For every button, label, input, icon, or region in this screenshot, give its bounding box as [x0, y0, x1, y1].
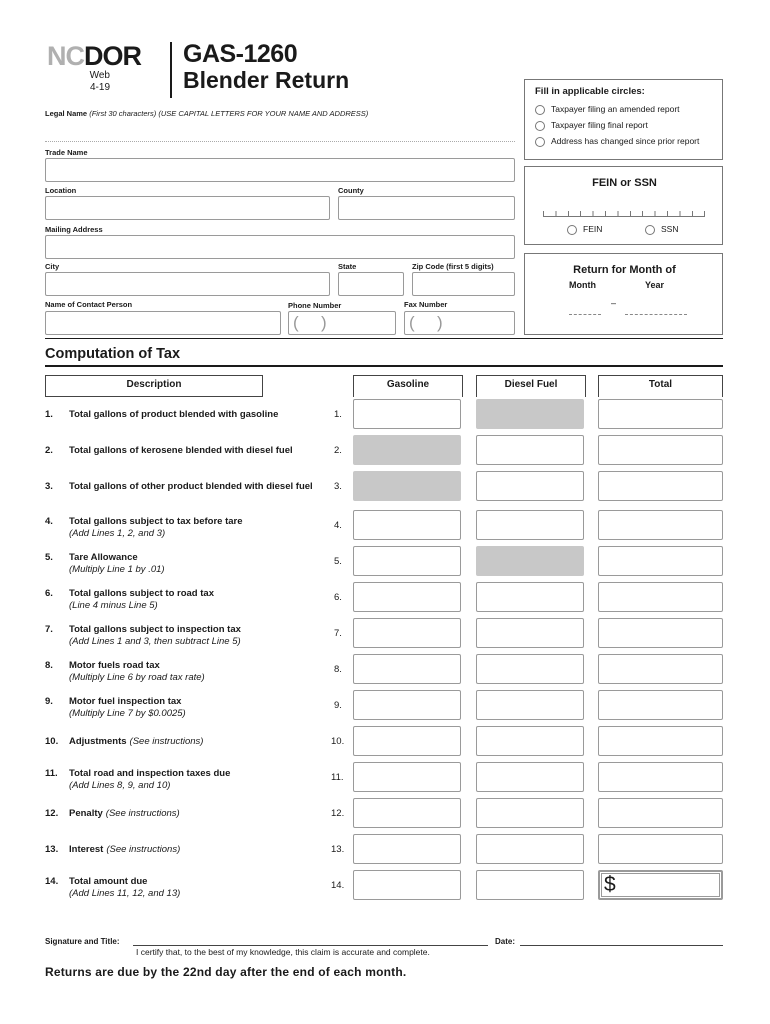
line-number: 3.: [334, 481, 342, 492]
row-number: 4.: [45, 516, 53, 527]
line-number: 9.: [334, 700, 342, 711]
line-number: 5.: [334, 556, 342, 567]
diesel-cell-line-11[interactable]: [476, 762, 584, 792]
phone-paren-open: (: [293, 313, 299, 332]
total-cell-line-13[interactable]: [598, 834, 723, 864]
header-divider: [170, 42, 172, 98]
row-text: Total gallons of product blended with gasoline: [69, 409, 279, 420]
city-field[interactable]: [45, 272, 330, 296]
due-date-note: Returns are due by the 22nd day after the end of each month.: [45, 965, 407, 979]
total-cell-line-9[interactable]: [598, 690, 723, 720]
diesel-cell-line-6[interactable]: [476, 582, 584, 612]
fax-label: Fax Number: [404, 300, 448, 309]
diesel-cell-line-5: [476, 546, 584, 576]
line-number: 7.: [334, 628, 342, 639]
line-number: 14.: [331, 880, 345, 891]
row-description: [69, 736, 203, 748]
computation-title: Computation of Tax: [45, 346, 181, 362]
gasoline-cell-line-9[interactable]: [353, 690, 461, 720]
contact-field[interactable]: [45, 311, 281, 335]
line-number: 6.: [334, 592, 342, 603]
gasoline-cell-line-6[interactable]: [353, 582, 461, 612]
fein-option[interactable]: FEIN: [567, 224, 602, 235]
year-label: Year: [645, 280, 665, 290]
diesel-cell-line-7[interactable]: [476, 618, 584, 648]
month-label: Month: [569, 280, 596, 290]
row-subnote: (Add Lines 11, 12, and 13): [69, 888, 181, 899]
total-cell-line-5[interactable]: [598, 546, 723, 576]
description-header: Description: [45, 375, 263, 397]
return-month-box: [524, 253, 723, 335]
legal-name-label: Legal Name (First 30 characters) (USE CAPITAL LETTERS FOR YOUR NAME AND ADDRESS): [45, 109, 369, 118]
circles-title: Fill in applicable circles:: [535, 86, 645, 97]
phone-label: Phone Number: [288, 301, 342, 310]
row-inline-note: (See instructions): [105, 808, 180, 819]
phone-field[interactable]: [288, 311, 396, 335]
row-subnote: (Add Lines 8, 9, and 10): [69, 780, 171, 791]
diesel-cell-line-9[interactable]: [476, 690, 584, 720]
row-description: [69, 552, 165, 576]
fax-paren-open: (: [409, 313, 415, 332]
fax-paren-close: ): [437, 313, 443, 332]
row-number: 10.: [45, 736, 59, 747]
address-changed-option[interactable]: Address has changed since prior report: [535, 136, 699, 147]
year-field[interactable]: [625, 309, 687, 315]
row-number: 8.: [45, 660, 53, 671]
total-cell-line-12[interactable]: [598, 798, 723, 828]
radio-circle[interactable]: [567, 225, 577, 235]
radio-circle[interactable]: [535, 121, 545, 131]
mailing-address-field[interactable]: [45, 235, 515, 259]
row-number: 5.: [45, 552, 53, 563]
location-field[interactable]: [45, 196, 330, 220]
total-cell-line-2[interactable]: [598, 435, 723, 465]
diesel-cell-line-8[interactable]: [476, 654, 584, 684]
gasoline-cell-line-8[interactable]: [353, 654, 461, 684]
row-text: Total road and inspection taxes due: [69, 768, 231, 779]
diesel-cell-line-3[interactable]: [476, 471, 584, 501]
line-number: 8.: [334, 664, 342, 675]
gasoline-cell-line-11[interactable]: [353, 762, 461, 792]
row-description: [69, 768, 230, 792]
row-inline-note: (See instructions): [129, 736, 204, 747]
signature-field[interactable]: [133, 945, 488, 946]
dollar-sign: $: [604, 873, 616, 896]
city-label: City: [45, 262, 60, 271]
contact-label: Name of Contact Person: [45, 300, 133, 309]
month-year-dash: –: [611, 298, 617, 308]
mailing-address-label: Mailing Address: [45, 225, 103, 234]
total-cell-line-10[interactable]: [598, 726, 723, 756]
row-number: 1.: [45, 409, 53, 420]
row-description: [69, 624, 241, 648]
total-cell-line-3[interactable]: [598, 471, 723, 501]
state-label: State: [338, 262, 357, 271]
certify-text: I certify that, to the best of my knowledge, this claim is accurate and complete.: [136, 947, 430, 957]
month-field[interactable]: [569, 309, 601, 315]
gasoline-cell-line-7[interactable]: [353, 618, 461, 648]
line-number: 2.: [334, 445, 342, 456]
row-text: Total gallons of other product blended with diesel fuel: [69, 481, 313, 492]
line-number: 4.: [334, 520, 342, 531]
row-text: Penalty: [69, 808, 103, 819]
gasoline-cell-line-12[interactable]: [353, 798, 461, 828]
row-description: [69, 516, 243, 540]
row-subnote: (Multiply Line 1 by .01): [69, 564, 165, 575]
row-number: 12.: [45, 808, 59, 819]
gasoline-cell-line-5[interactable]: [353, 546, 461, 576]
trade-name-field[interactable]: [45, 158, 515, 182]
trade-name-label: Trade Name: [45, 148, 88, 157]
total-cell-line-14[interactable]: [598, 870, 723, 900]
row-subnote: (Add Lines 1 and 3, then subtract Line 5): [69, 636, 241, 647]
row-number: 7.: [45, 624, 53, 635]
section-rule-top: [45, 338, 723, 339]
fax-field[interactable]: [404, 311, 515, 335]
gasoline-cell-line-4[interactable]: [353, 510, 461, 540]
gasoline-cell-line-10[interactable]: [353, 726, 461, 756]
gasoline-cell-line-13[interactable]: [353, 834, 461, 864]
row-description: [69, 660, 205, 684]
legal-name-field[interactable]: [45, 141, 515, 142]
row-number: 14.: [45, 876, 59, 887]
radio-circle[interactable]: [645, 225, 655, 235]
row-number: 13.: [45, 844, 59, 855]
row-subnote: (Add Lines 1, 2, and 3): [69, 528, 166, 539]
diesel-cell-line-10[interactable]: [476, 726, 584, 756]
row-text: Total amount due: [69, 876, 148, 887]
diesel-cell-line-4[interactable]: [476, 510, 584, 540]
date-field[interactable]: [520, 945, 723, 946]
row-text: Total gallons subject to inspection tax: [69, 624, 241, 635]
signature-label: Signature and Title:: [45, 937, 120, 946]
section-rule-bottom: [45, 365, 723, 367]
row-description: [69, 588, 214, 612]
row-description: [69, 696, 186, 720]
fein-entry-field[interactable]: [543, 211, 705, 217]
row-number: 2.: [45, 445, 53, 456]
row-description: [69, 808, 180, 820]
line-number: 10.: [331, 736, 345, 747]
row-text: Interest: [69, 844, 104, 855]
row-subnote: (Line 4 minus Line 5): [69, 600, 158, 611]
form-title: Blender Return: [183, 67, 350, 93]
radio-circle[interactable]: [535, 105, 545, 115]
row-subnote: (Multiply Line 7 by $0.0025): [69, 708, 186, 719]
row-number: 6.: [45, 588, 53, 599]
row-number: 3.: [45, 481, 53, 492]
county-label: County: [338, 186, 364, 195]
gasoline-header: Gasoline: [353, 375, 463, 397]
zip-field[interactable]: [412, 272, 515, 296]
diesel-cell-line-13[interactable]: [476, 834, 584, 864]
total-cell-line-11[interactable]: [598, 762, 723, 792]
row-text: Tare Allowance: [69, 552, 138, 563]
row-text: Motor fuels road tax: [69, 660, 160, 671]
row-number: 11.: [45, 768, 58, 779]
diesel-cell-line-12[interactable]: [476, 798, 584, 828]
state-field[interactable]: [338, 272, 404, 296]
final-report-option[interactable]: Taxpayer filing final report: [535, 120, 648, 131]
row-text: Total gallons of kerosene blended with diesel fuel: [69, 445, 293, 456]
ncdor-logo: NCDOR: [47, 41, 141, 71]
gasoline-cell-line-2: [353, 435, 461, 465]
form-version: Web 4-19: [89, 70, 110, 93]
diesel-cell-line-1: [476, 399, 584, 429]
row-text: Total gallons subject to tax before tare: [69, 516, 243, 527]
location-label: Location: [45, 186, 77, 195]
radio-circle[interactable]: [535, 137, 545, 147]
applicable-circles-box: [524, 79, 723, 160]
amended-report-option[interactable]: Taxpayer filing an amended report: [535, 104, 680, 115]
gasoline-cell-line-3: [353, 471, 461, 501]
line-number: 13.: [331, 844, 345, 855]
phone-paren-close: ): [321, 313, 327, 332]
date-label: Date:: [495, 937, 516, 946]
row-number: 9.: [45, 696, 53, 707]
line-number: 12.: [331, 808, 345, 819]
month-title: Return for Month of: [573, 264, 676, 276]
diesel-cell-line-14[interactable]: [476, 870, 584, 900]
total-cell-line-7[interactable]: [598, 618, 723, 648]
gasoline-cell-line-1[interactable]: [353, 399, 461, 429]
county-field[interactable]: [338, 196, 515, 220]
row-description: [69, 481, 313, 493]
total-cell-line-6[interactable]: [598, 582, 723, 612]
total-cell-line-8[interactable]: [598, 654, 723, 684]
line-number: 1.: [334, 409, 342, 420]
zip-label: Zip Code (first 5 digits): [412, 262, 494, 271]
form-number: GAS-1260: [183, 40, 298, 68]
row-text: Total gallons subject to road tax: [69, 588, 214, 599]
fein-ssn-box: [524, 166, 723, 245]
row-description: [69, 876, 180, 900]
total-cell-line-4[interactable]: [598, 510, 723, 540]
total-cell-line-1[interactable]: [598, 399, 723, 429]
line-number: 11.: [331, 772, 344, 783]
fein-title: FEIN or SSN: [592, 177, 657, 189]
row-text: Adjustments: [69, 736, 127, 747]
row-description: [69, 445, 293, 457]
row-text: Motor fuel inspection tax: [69, 696, 182, 707]
row-description: [69, 844, 180, 856]
diesel-header: Diesel Fuel: [476, 375, 586, 397]
row-inline-note: (See instructions): [106, 844, 181, 855]
row-description: [69, 409, 278, 421]
total-header: Total: [598, 375, 723, 397]
ssn-option[interactable]: SSN: [645, 224, 678, 235]
gasoline-cell-line-14[interactable]: [353, 870, 461, 900]
row-subnote: (Multiply Line 6 by road tax rate): [69, 672, 205, 683]
diesel-cell-line-2[interactable]: [476, 435, 584, 465]
